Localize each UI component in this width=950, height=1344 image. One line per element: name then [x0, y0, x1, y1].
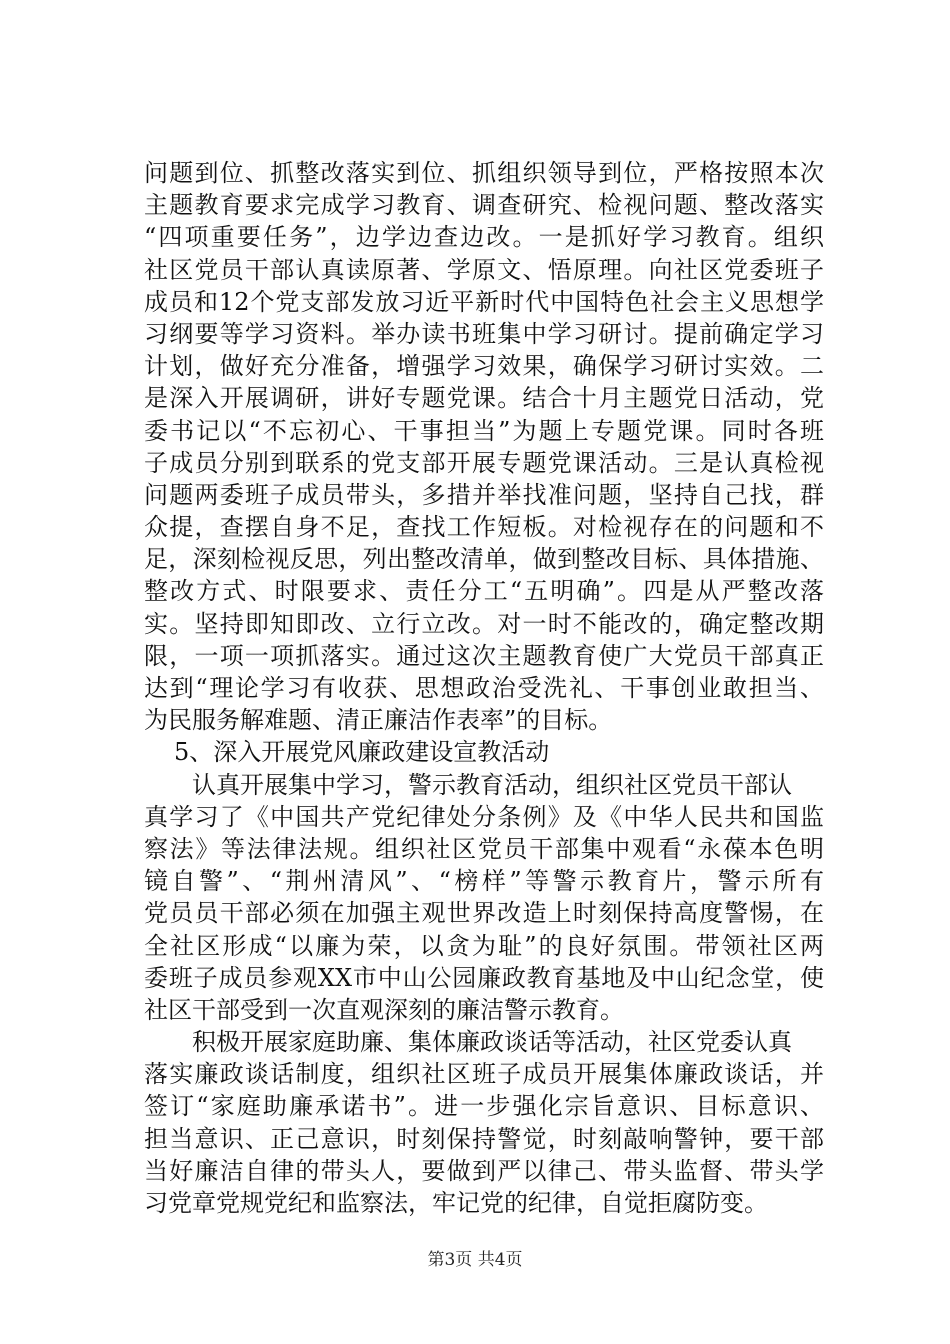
text-line: 担当意识、正己意识，时刻保持警觉，时刻敲响警钟，要干部 [144, 1124, 824, 1153]
text-line: 为民服务解难题、清正廉洁作表率”的目标。 [144, 706, 613, 735]
text-line: 主题教育要求完成学习教育、调查研究、检视问题、整改落实 [144, 191, 824, 220]
text-line: 社区干部受到一次直观深刻的廉洁警示教育。 [144, 995, 624, 1024]
page-footer: 第3页 共4页 [427, 1250, 523, 1270]
text-line: 习党章党规党纪和监察法，牢记党的纪律，自觉拒腐防变。 [144, 1189, 768, 1217]
text-line: 问题到位、抓整改落实到位、抓组织领导到位，严格按照本次 [144, 159, 824, 187]
text-line: 签订“家庭助廉承诺书”。进一步强化宗旨意识、目标意识、 [144, 1092, 824, 1121]
text-line: 达到“理论学习有收获、思想政治受洗礼、干事创业敢担当、 [144, 674, 824, 702]
text-line: 成员和12个党支部发放习近平新时代中国特色社会主义思想学 [144, 287, 824, 316]
text-line: 社区党员干部认真读原著、学原文、悟原理。向社区党委班子 [144, 255, 824, 284]
text-line: 镜自警”、“荆州清风”、“榜样”等警示教育片，警示所有 [144, 867, 824, 896]
text-line: 党员员干部必须在加强主观世界改造上时刻保持高度警惕，在 [144, 899, 824, 928]
text-line: 问题两委班子成员带头，多措并举找准问题，坚持自己找，群 [144, 480, 824, 509]
section-heading: 5、深入开展党风廉政建设宣教活动 [174, 738, 550, 767]
text-line: 真学习了《中国共产党纪律处分条例》及《中华人民共和国监 [144, 802, 824, 831]
text-line: 计划，做好充分准备，增强学习效果，确保学习研讨实效。二 [144, 352, 824, 381]
paragraph-1 [144, 157, 824, 736]
text-line: 众提，查摆自身不足，查找工作短板。对检视存在的问题和不 [144, 513, 824, 542]
text-line: “四项重要任务”，边学边查边改。一是抓好学习教育。组织 [144, 223, 824, 252]
text-line: 落实廉政谈话制度，组织社区班子成员开展集体廉政谈话，并 [144, 1060, 824, 1089]
text-line: 习纲要等学习资料。举办读书班集中学习研讨。提前确定学习 [144, 319, 824, 348]
text-line: 察法》等法律法规。组织社区党员干部集中观看“永葆本色明 [144, 834, 824, 863]
text-line: 委班子成员参观XX市中山公园廉政教育基地及中山纪念堂，使 [144, 963, 824, 992]
paragraph-2 [144, 769, 824, 1027]
text-line: 是深入开展调研，讲好专题党课。结合十月主题党日活动，党 [144, 384, 824, 413]
document-body [144, 157, 824, 1219]
text-line: 足，深刻检视反思，列出整改清单，做到整改目标、具体措施、 [144, 545, 824, 574]
text-line: 全社区形成“以廉为荣，以贪为耻”的良好氛围。带领社区两 [144, 931, 824, 960]
text-line: 当好廉洁自律的带头人，要做到严以律己、带头监督、带头学 [144, 1156, 824, 1185]
text-line: 积极开展家庭助廉、集体廉政谈话等活动，社区党委认真 [192, 1028, 792, 1057]
text-line: 限，一项一项抓落实。通过这次主题教育使广大党员干部真正 [144, 641, 824, 670]
text-line: 子成员分别到联系的党支部开展专题党课活动。三是认真检视 [144, 448, 824, 477]
text-line: 委书记以“不忘初心、干事担当”为题上专题党课。同时各班 [144, 416, 824, 445]
text-line: 认真开展集中学习，警示教育活动，组织社区党员干部认 [192, 770, 792, 799]
text-line: 整改方式、时限要求、责任分工“五明确”。四是从严整改落 [144, 577, 824, 606]
paragraph-3 [144, 1026, 824, 1219]
text-line: 实。坚持即知即改、立行立改。对一时不能改的，确定整改期 [144, 609, 824, 638]
